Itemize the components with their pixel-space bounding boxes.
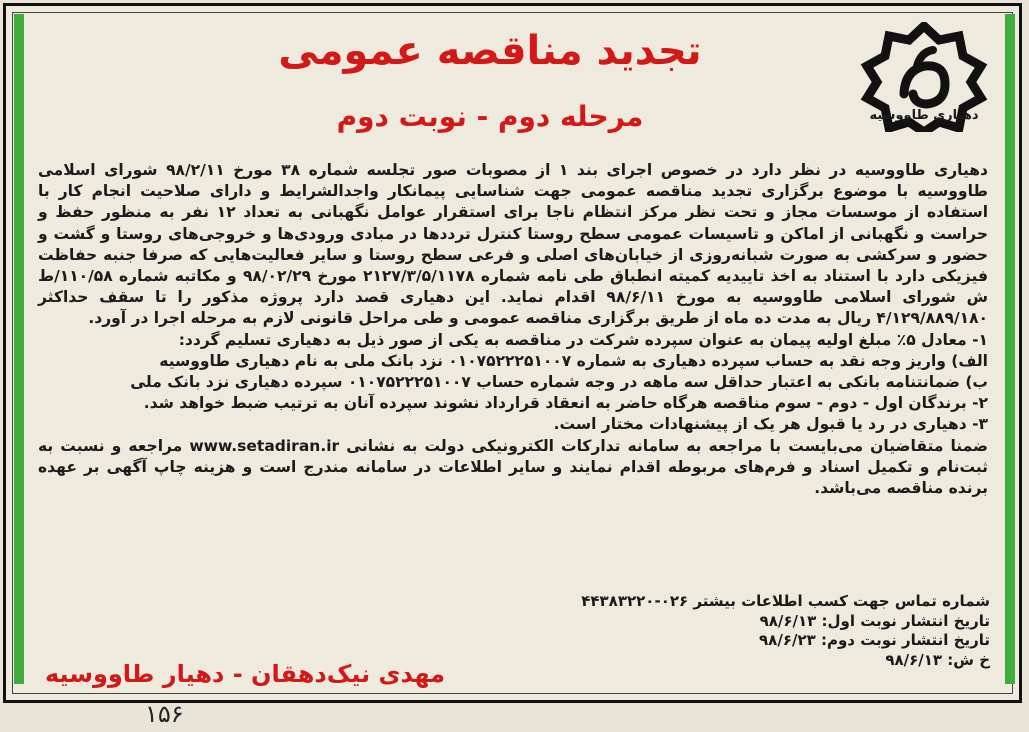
contact-phone: شماره تماس جهت کسب اطلاعات بیشتر ۰۲۶-۴۴۳۸۳۲۲۰ bbox=[581, 592, 990, 610]
note-paragraph: ضمنا متقاضیان می‌بایست با مراجعه به سامانه تدارکات الکترونیکی دولت به نشانی www.setadiran.ir مراجعه و نسبت به ثبت‌نام و تکمیل اسناد و فرم‌های مربوطه اقدام نمایند و سایر اطلاعات در سامانه مندرج است و هزینه چاپ آگهی بر عهده برنده مناقصه می‌باشد. bbox=[38, 436, 989, 498]
left-green-bar bbox=[14, 14, 24, 684]
right-green-bar bbox=[1005, 14, 1015, 684]
condition-item-2: ۲- برندگان اول - دوم - سوم مناقصه هرگاه حاضر به انعقاد قرارداد نشوند سپرده آنان به ترتیب ضبط خواهد شد. bbox=[143, 394, 988, 413]
condition-item-1: ۱- معادل ۵٪ مبلغ اولیه پیمان به عنوان سپرده شرکت در مناقصه به یکی از صور ذیل به دهیاری تسلیم گردد: bbox=[178, 330, 988, 349]
page-subtitle: مرحله دوم - نوبت دوم bbox=[336, 100, 644, 133]
signature: مهدی نیک‌دهقان - دهیار طاووسیه bbox=[45, 660, 446, 688]
page-title: تجدید مناقصه عمومی bbox=[278, 28, 702, 74]
intro-paragraph: دهیاری طاووسیه در نظر دارد در خصوص اجرای بند ۱ از مصوبات صور تجلسه شماره ۳۸ مورخ ۹۸/۲/۱۱ شورای اسلامی طاووسیه با موضوع برگزاری تجدید مناقصه عمومی جهت شناسایی پیمانکار واجدالشرایط و دارای صلاحیت انجام کار با استفاده از موسسات مجاز و تحت نظر مرکز انتظام ناجا برای استقرار عوامل نگهبانی به تعداد ۱۲ نفر به منظور حفظ و حراست و نگهبانی از اماکن و تاسیسات عمومی سطح روستا کنترل ترددها در مبادی ورودی‌ها و خروجی‌های روستا و گشت و حضور و سرکشی به صورت شبانه‌روزی از خیابان‌های اصلی و فرعی سطح روستا و سایر فعالیت‌هایی که صرفا جنبه حفاظت فیزیکی دارد با استناد به اخذ تاییدیه کمیته انطباق طی نامه شماره ۲۱۲۷/۳/۵/۱۱۷۸ مورخ ۹۸/۰۲/۲۹ و مکاتبه شماره ۱۱۰/۵۸/ط ش شورای اسلامی طاووسیه به مورخ ۹۸/۶/۱۱ اقدام نماید. این دهیاری قصد دارد پروژه مذکور را تا سقف حداکثر ۴/۱۲۹/۸۸۹/۱۸۰ ریال به مدت ده ماه از طریق برگزاری مناقصه عمومی و طی مراحل قانونی لازم به مرحله اجرا در آورد. bbox=[38, 161, 989, 328]
contact-block bbox=[560, 592, 990, 670]
kh-sh-date: خ ش: ۹۸/۶/۱۳ bbox=[885, 650, 990, 669]
condition-item-1a: الف) واریز وجه نقد به حساب سپرده دهیاری به شماره ۰۱۰۷۵۲۲۲۵۱۰۰۷ نزد بانک ملی به نام دهیاری طاووسیه bbox=[159, 351, 988, 370]
second-publish-date: تاریخ انتشار نوبت دوم: ۹۸/۶/۲۳ bbox=[759, 631, 990, 649]
notice-body bbox=[38, 160, 988, 499]
first-publish-date: تاریخ انتشار نوبت اول: ۹۸/۶/۱۳ bbox=[759, 611, 990, 630]
handwritten-number: ۱۵۶ bbox=[145, 700, 184, 728]
organization-name: دهیاری طاووسیه bbox=[869, 108, 979, 123]
condition-item-1b: ب) ضمانتنامه بانکی به اعتبار حداقل سه ماهه در وجه شماره حساب ۰۱۰۷۵۲۲۲۵۱۰۰۷ سپرده دهیاری نزد بانک ملی bbox=[130, 373, 988, 392]
condition-item-3: ۳- دهیاری در رد یا قبول هر یک از پیشنهادات مختار است. bbox=[553, 415, 988, 434]
